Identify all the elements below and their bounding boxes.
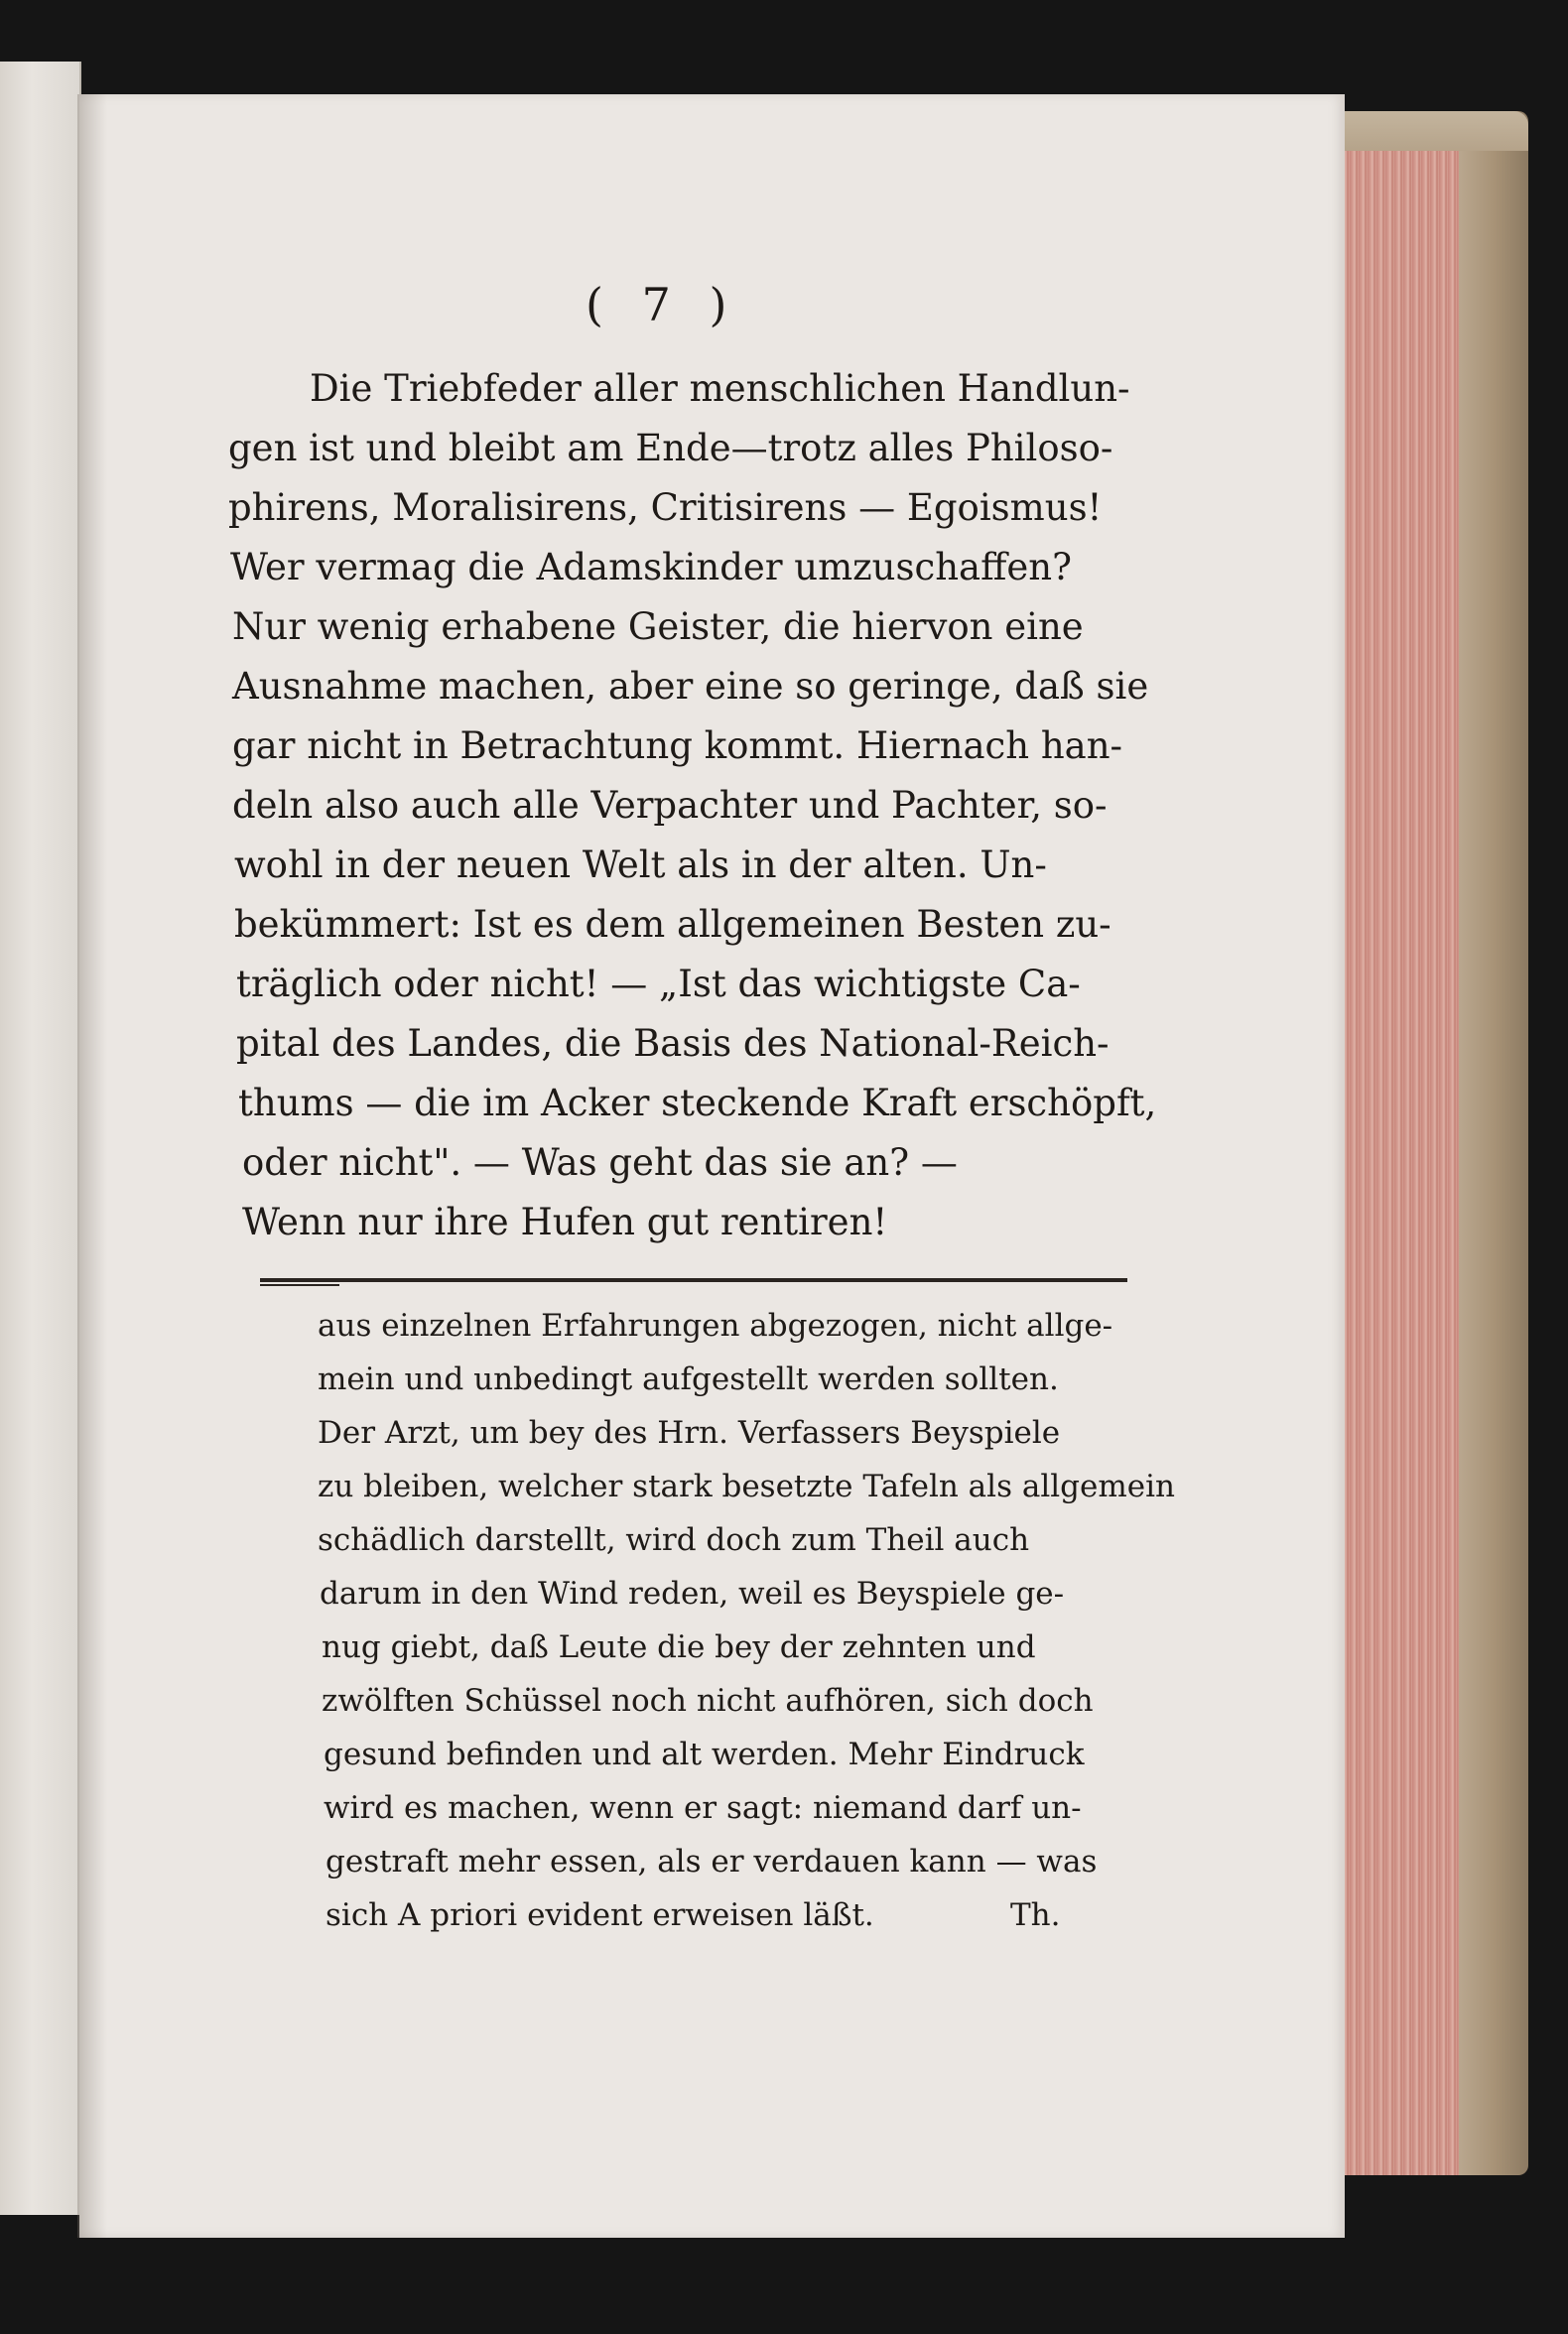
main-text-line: gar nicht in Betrachtung kommt. Hiernach han- (232, 724, 1123, 767)
main-text-line: Wer vermag die Adamskinder umzuschaffen? (230, 546, 1072, 588)
main-text-line: Wenn nur ihre Hufen gut rentiren! (242, 1201, 888, 1243)
footnote-line: sich A priori evident erweisen läßt. (326, 1897, 874, 1933)
footnote-line: aus einzelnen Erfahrungen abgezogen, nicht allge- (318, 1308, 1113, 1344)
page-number: ( 7 ) (586, 278, 739, 331)
main-text-line: Nur wenig erhabene Geister, die hiervon eine (232, 605, 1084, 648)
footnote-line: gestraft mehr essen, als er verdauen kann — was (326, 1844, 1098, 1880)
footnote-line: schädlich darstellt, wird doch zum Theil auch (318, 1522, 1030, 1558)
footnote-line: darum in den Wind reden, weil es Beyspiele ge- (320, 1576, 1065, 1612)
footnote-signature: Th. (1010, 1897, 1061, 1933)
main-text-line: träglich oder nicht! — „Ist das wichtigste Ca- (236, 963, 1081, 1005)
footnote-line: Der Arzt, um bey des Hrn. Verfassers Beyspiele (318, 1415, 1061, 1451)
footnote-line: zwölften Schüssel noch nicht aufhören, sich doch (322, 1683, 1094, 1719)
gutter-shadow (77, 94, 107, 2238)
main-text-line: Ausnahme machen, aber eine so geringe, daß sie (232, 665, 1149, 708)
main-text-line: oder nicht". — Was geht das sie an? — (242, 1141, 958, 1184)
footnote-line: nug giebt, daß Leute die bey der zehnten und (322, 1629, 1036, 1665)
footnote-line: gesund befinden und alt werden. Mehr Eindruck (324, 1737, 1085, 1772)
main-text-line: wohl in der neuen Welt als in der alten. Un- (234, 843, 1047, 886)
main-text-line: thums — die im Acker steckende Kraft erschöpft, (238, 1082, 1157, 1124)
footnote-separator-rule-short (260, 1284, 339, 1286)
book-cover-edge (1459, 111, 1528, 2175)
footnote-separator-rule (260, 1278, 1127, 1282)
main-text-line: bekümmert: Ist es dem allgemeinen Besten zu- (234, 903, 1111, 946)
book-cover-top (1330, 111, 1528, 151)
page-block-edges (1330, 111, 1471, 2175)
main-text-line: Die Triebfeder aller menschlichen Handlun- (310, 367, 1130, 410)
footnote-line: mein und unbedingt aufgestellt werden sollten. (318, 1362, 1059, 1397)
main-text-line: deln also auch alle Verpachter und Pachter, so- (232, 784, 1108, 827)
main-text-line: gen ist und bleibt am Ende—trotz alles Philoso- (228, 427, 1113, 469)
main-text-line: pital des Landes, die Basis des National-Reich- (236, 1022, 1110, 1065)
previous-page-edge (0, 62, 81, 2215)
main-text-line: phirens, Moralisirens, Critisirens — Egoismus! (228, 486, 1103, 529)
footnote-line: wird es machen, wenn er sagt: niemand darf un- (324, 1790, 1082, 1826)
footnote-line: zu bleiben, welcher stark besetzte Tafeln als allgemein (318, 1469, 1175, 1504)
